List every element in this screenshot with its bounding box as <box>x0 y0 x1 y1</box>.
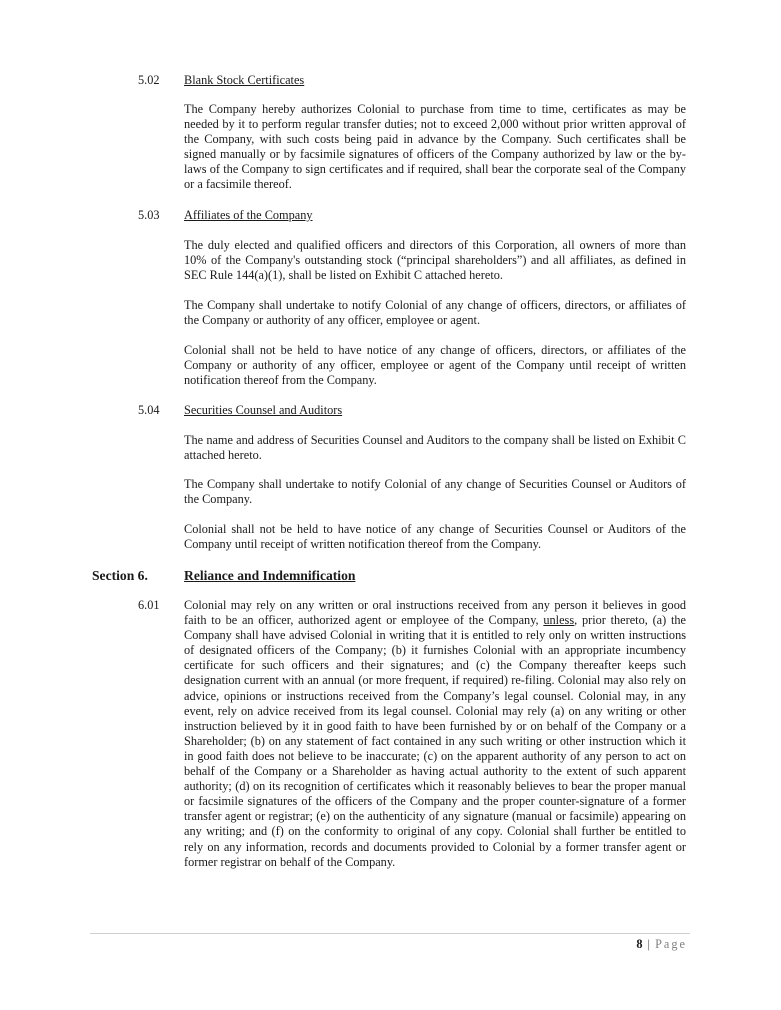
section-label: Section 6. <box>92 568 148 583</box>
footer-divider <box>90 933 690 934</box>
paragraph-5-03-c: Colonial shall not be held to have notice of any change of officers, directors, or affiliates of the Company or authority of any officer, employee or agent of the Company until receipt of written notification thereof from the Company. <box>184 343 686 388</box>
underlined-unless: unless <box>543 613 575 628</box>
paragraph-6-01-part-b: , prior thereto, (a) the Company shall have advised Colonial in writing that it is entitled to rely only on written instructions of designated officers of the Company; (b) it furnishes Colonial with an appropriate incumbency certificate for such officers and their signatures; and (c) the Company thereafter keeps such designation current with an annual (or more frequent, if required) re-filing. Colonial may also rely on advice, opinions or instructions received from the Company’s legal counsel. Colonial may, in any event, rely on advice received from its legal counsel. Colonial may rely (a) on any writing or other instruction believed by it in good faith to have been furnished by or on behalf of the Company or a Shareholder; (b) on any statement of fact contained in any such writing or other instruction which it in good faith does not believe to be inaccurate; (c) on the apparent authority of any person to act on behalf of the Company or a Shareholder as having actual authority to the extent of such apparent authority; (d) on its recognition of certificates which it reasonably believes to bear the proper manual or facsimile signatures of the officers of the Company and the proper counter-signature of a former transfer agent or registrar; (e) on the authenticity of any signature (manual or facsimile) appearing on any writing; and (f) on the conformity to original of any copy. Colonial shall further be entitled to rely on any information, records and documents provided to Colonial by a former transfer agent or former registrar on behalf of the Company. <box>184 613 686 869</box>
paragraph-5-03-b: The Company shall undertake to notify Colonial of any change of officers, directors, or affiliates of the Company or authority of any officer, employee or agent. <box>184 298 686 328</box>
paragraph-6-01 <box>184 598 686 870</box>
paragraph-6-01-part-a: Colonial may rely on any written or oral instructions received from any person it believes in good faith to be an officer, authorized agent or employee of the Company, <box>184 598 686 628</box>
subsection-number-5-03: 5.03 <box>138 208 160 222</box>
subsection-number-5-04: 5.04 <box>138 403 160 417</box>
paragraph-5-03-a: The duly elected and qualified officers and directors of this Corporation, all owners of more than 10% of the Company's outstanding stock (“principal shareholders”) and all affiliates, as defined in SEC Rule 144(a)(1), shall be listed on Exhibit C attached hereto. <box>184 238 686 283</box>
page-label: Page <box>655 937 687 951</box>
subsection-title-affiliates: Affiliates of the Company <box>184 208 313 222</box>
footer-separator: | <box>647 937 651 951</box>
paragraph-5-04-a: The name and address of Securities Counsel and Auditors to the company shall be listed on Exhibit C attached hereto. <box>184 433 686 463</box>
paragraph-5-04-c: Colonial shall not be held to have notice of any change of Securities Counsel or Auditors of the Company until receipt of written notification thereof from the Company. <box>184 522 686 552</box>
subsection-title-blank-stock-certificates: Blank Stock Certificates <box>184 73 305 87</box>
subsection-number-5-02: 5.02 <box>138 73 160 87</box>
paragraph-5-04-b: The Company shall undertake to notify Colonial of any change of Securities Counsel or Auditors of the Company. <box>184 477 686 507</box>
paragraph-5-02: The Company hereby authorizes Colonial to purchase from time to time, certificates as may be needed by it to perform regular transfer duties; not to exceed 2,000 without prior written approval of the Company, with such costs being paid in advance by the Company. Such certificates shall be signed manually or by facsimile signatures of officers of the Company authorized by law or the by-laws of the Company to sign certificates and if required, shall bear the corporate seal of the Company or a facsimile thereof. <box>184 102 686 192</box>
subsection-title-securities-counsel: Securities Counsel and Auditors <box>184 403 343 417</box>
page-footer <box>636 937 687 952</box>
subsection-number-6-01: 6.01 <box>138 598 160 612</box>
section-title: Reliance and Indemnification <box>184 568 356 583</box>
page-number: 8 <box>636 937 643 951</box>
